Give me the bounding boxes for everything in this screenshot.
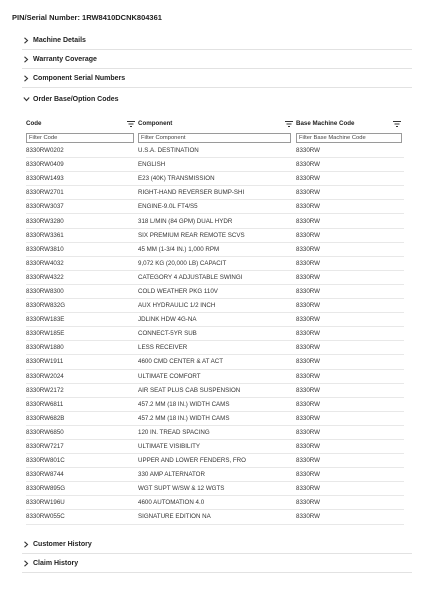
table-row[interactable] — [26, 468, 404, 482]
table-row[interactable] — [26, 158, 404, 172]
table-row[interactable] — [26, 172, 404, 186]
filter-code-input[interactable] — [26, 133, 134, 143]
cell-component: ULTIMATE VISIBILITY — [138, 443, 201, 451]
cell-code: 8330RW055C — [26, 513, 65, 521]
table-row[interactable] — [26, 355, 404, 369]
cell-code: 8330RW801C — [26, 457, 65, 465]
table-row[interactable] — [26, 299, 404, 313]
chevron-right-icon — [22, 37, 30, 44]
cell-base-machine-code: 8330RW — [296, 358, 320, 366]
chevron-down-icon — [22, 96, 30, 102]
cell-component: CATEGORY 4 ADJUSTABLE SWINGI — [138, 273, 243, 281]
cell-code: 8330RW1911 — [26, 358, 64, 366]
section-label: Machine Details — [33, 37, 86, 44]
cell-component: LESS RECEIVER — [138, 344, 188, 352]
cell-component: 4600 CMD CENTER & AT ACT — [138, 358, 224, 366]
table-row[interactable] — [26, 398, 404, 412]
cell-code: 8330RW0409 — [26, 161, 64, 169]
chevron-right-icon — [22, 541, 30, 548]
cell-component: UPPER AND LOWER FENDERS, FRO — [138, 457, 246, 465]
chevron-right-icon — [22, 56, 30, 63]
cell-base-machine-code: 8330RW — [296, 147, 320, 155]
cell-code: 8330RW1493 — [26, 175, 64, 183]
table-row[interactable] — [26, 440, 404, 454]
cell-base-machine-code: 8330RW — [296, 316, 320, 324]
cell-base-machine-code: 8330RW — [296, 302, 320, 310]
cell-code: 8330RW6850 — [26, 428, 64, 436]
cell-component: AIR SEAT PLUS CAB SUSPENSION — [138, 386, 241, 394]
cell-code: 8330RW682B — [26, 414, 65, 422]
section-warranty-coverage[interactable] — [22, 51, 412, 69]
cell-component: JDLINK HDW 4G-NA — [138, 316, 197, 324]
cell-component: ENGLISH — [138, 161, 166, 169]
cell-component: E23 (40K) TRANSMISSION — [138, 175, 215, 183]
table-row[interactable] — [26, 229, 404, 243]
table-row[interactable] — [26, 313, 404, 327]
cell-component: 457.2 MM (18 IN.) WIDTH CAMS — [138, 414, 230, 422]
table-row[interactable] — [26, 186, 404, 200]
table-row[interactable] — [26, 384, 404, 398]
cell-code: 8330RW3280 — [26, 217, 64, 225]
cell-base-machine-code: 8330RW — [296, 175, 320, 183]
cell-component: 318 L/MIN (84 GPM) DUAL HYDR — [138, 217, 233, 225]
filter-base-machine-code-input[interactable] — [296, 133, 402, 143]
cell-base-machine-code: 8330RW — [296, 485, 320, 493]
section-label: Component Serial Numbers — [33, 75, 126, 82]
table-row[interactable] — [26, 243, 404, 257]
chevron-right-icon — [22, 75, 30, 82]
cell-base-machine-code: 8330RW — [296, 245, 320, 253]
cell-code: 8330RW185E — [26, 330, 65, 338]
cell-code: 8330RW832G — [26, 302, 66, 310]
cell-base-machine-code: 8330RW — [296, 372, 320, 380]
table-row[interactable] — [26, 144, 404, 158]
cell-base-machine-code: 8330RW — [296, 499, 320, 507]
section-component-serial-numbers[interactable] — [22, 70, 412, 88]
cell-code: 8330RW196U — [26, 499, 65, 507]
cell-component: SIGNATURE EDITION NA — [138, 513, 211, 521]
cell-component: U.S.A. DESTINATION — [138, 147, 199, 155]
section-claim-history[interactable] — [22, 555, 412, 573]
section-label: Order Base/Option Codes — [33, 95, 119, 103]
cell-component: CONNECT-5YR SUB — [138, 330, 197, 338]
section-label: Customer History — [33, 541, 92, 548]
section-machine-details[interactable] — [22, 32, 412, 50]
cell-component: 330 AMP ALTERNATOR — [138, 471, 205, 479]
cell-base-machine-code: 8330RW — [296, 273, 320, 281]
cell-component: 457.2 MM (18 IN.) WIDTH CAMS — [138, 400, 230, 408]
filter-component-input[interactable] — [138, 133, 291, 143]
cell-code: 8330RW4032 — [26, 259, 64, 267]
table-row[interactable] — [26, 327, 404, 341]
table-row[interactable] — [26, 200, 404, 214]
table-row[interactable] — [26, 426, 404, 440]
cell-base-machine-code: 8330RW — [296, 513, 320, 521]
cell-code: 8330RW0202 — [26, 147, 64, 155]
cell-code: 8330RW8744 — [26, 471, 64, 479]
table-row[interactable] — [26, 482, 404, 496]
cell-component: SIX PREMIUM REAR REMOTE SCVS — [138, 231, 245, 239]
pin-serial-number: PIN/Serial Number: 1RW8410DCNK804361 — [12, 13, 162, 22]
table-row[interactable] — [26, 454, 404, 468]
cell-code: 8330RW183E — [26, 316, 65, 324]
order-codes-table — [26, 117, 404, 525]
cell-base-machine-code: 8330RW — [296, 344, 320, 352]
cell-code: 8330RW1880 — [26, 344, 64, 352]
cell-base-machine-code: 8330RW — [296, 400, 320, 408]
column-header-label: Component — [138, 120, 173, 127]
section-customer-history[interactable] — [22, 536, 412, 554]
column-header-label: Code — [26, 120, 42, 127]
table-row[interactable] — [26, 412, 404, 426]
cell-base-machine-code: 8330RW — [296, 161, 320, 169]
cell-base-machine-code: 8330RW — [296, 471, 320, 479]
table-body — [26, 144, 404, 525]
cell-code: 8330RW6811 — [26, 400, 64, 408]
cell-component: COLD WEATHER PKG 110V — [138, 287, 218, 295]
cell-code: 8330RW7217 — [26, 443, 64, 451]
cell-base-machine-code: 8330RW — [296, 287, 320, 295]
table-row[interactable] — [26, 285, 404, 299]
cell-base-machine-code: 8330RW — [296, 203, 320, 211]
cell-component: ENGINE-9.0L FT4/S5 — [138, 203, 198, 211]
cell-code: 8330RW3810 — [26, 245, 64, 253]
cell-code: 8330RW2701 — [26, 189, 64, 197]
column-header-label: Base Machine Code — [296, 120, 355, 127]
section-label: Claim History — [33, 560, 79, 567]
table-row[interactable] — [26, 496, 404, 510]
cell-code: 8330RW8300 — [26, 287, 64, 295]
cell-component: WGT SUPT W/SW & 12 WGTS — [138, 485, 225, 493]
cell-code: 8330RW2024 — [26, 372, 64, 380]
cell-base-machine-code: 8330RW — [296, 189, 320, 197]
table-row[interactable] — [26, 510, 404, 524]
table-row[interactable] — [26, 370, 404, 384]
cell-base-machine-code: 8330RW — [296, 457, 320, 465]
cell-code: 8330RW895G — [26, 485, 66, 493]
cell-base-machine-code: 8330RW — [296, 330, 320, 338]
cell-base-machine-code: 8330RW — [296, 428, 320, 436]
section-order-base-option-codes[interactable] — [22, 90, 412, 108]
cell-base-machine-code: 8330RW — [296, 231, 320, 239]
filter-row — [26, 128, 404, 141]
cell-base-machine-code: 8330RW — [296, 386, 320, 394]
cell-component: 4600 AUTOMATION 4.0 — [138, 499, 205, 507]
cell-base-machine-code: 8330RW — [296, 259, 320, 267]
cell-component: ULTIMATE COMFORT — [138, 372, 201, 380]
cell-component: 120 IN. TREAD SPACING — [138, 428, 210, 436]
table-row[interactable] — [26, 341, 404, 355]
cell-component: 45 MM (1-3/4 IN.) 1,000 RPM — [138, 245, 220, 253]
cell-code: 8330RW2172 — [26, 386, 64, 394]
cell-base-machine-code: 8330RW — [296, 443, 320, 451]
cell-code: 8330RW4322 — [26, 273, 64, 281]
cell-code: 8330RW3361 — [26, 231, 64, 239]
table-row[interactable] — [26, 257, 404, 271]
table-row[interactable] — [26, 214, 404, 228]
cell-component: AUX HYDRAULIC 1/2 INCH — [138, 302, 216, 310]
cell-base-machine-code: 8330RW — [296, 414, 320, 422]
table-row[interactable] — [26, 271, 404, 285]
cell-code: 8330RW3037 — [26, 203, 64, 211]
cell-component: RIGHT-HAND REVERSER BUMP-SHI — [138, 189, 245, 197]
chevron-right-icon — [22, 560, 30, 567]
cell-base-machine-code: 8330RW — [296, 217, 320, 225]
section-label: Warranty Coverage — [33, 56, 97, 63]
cell-component: 9,072 KG (20,000 LB) CAPACIT — [138, 259, 227, 267]
